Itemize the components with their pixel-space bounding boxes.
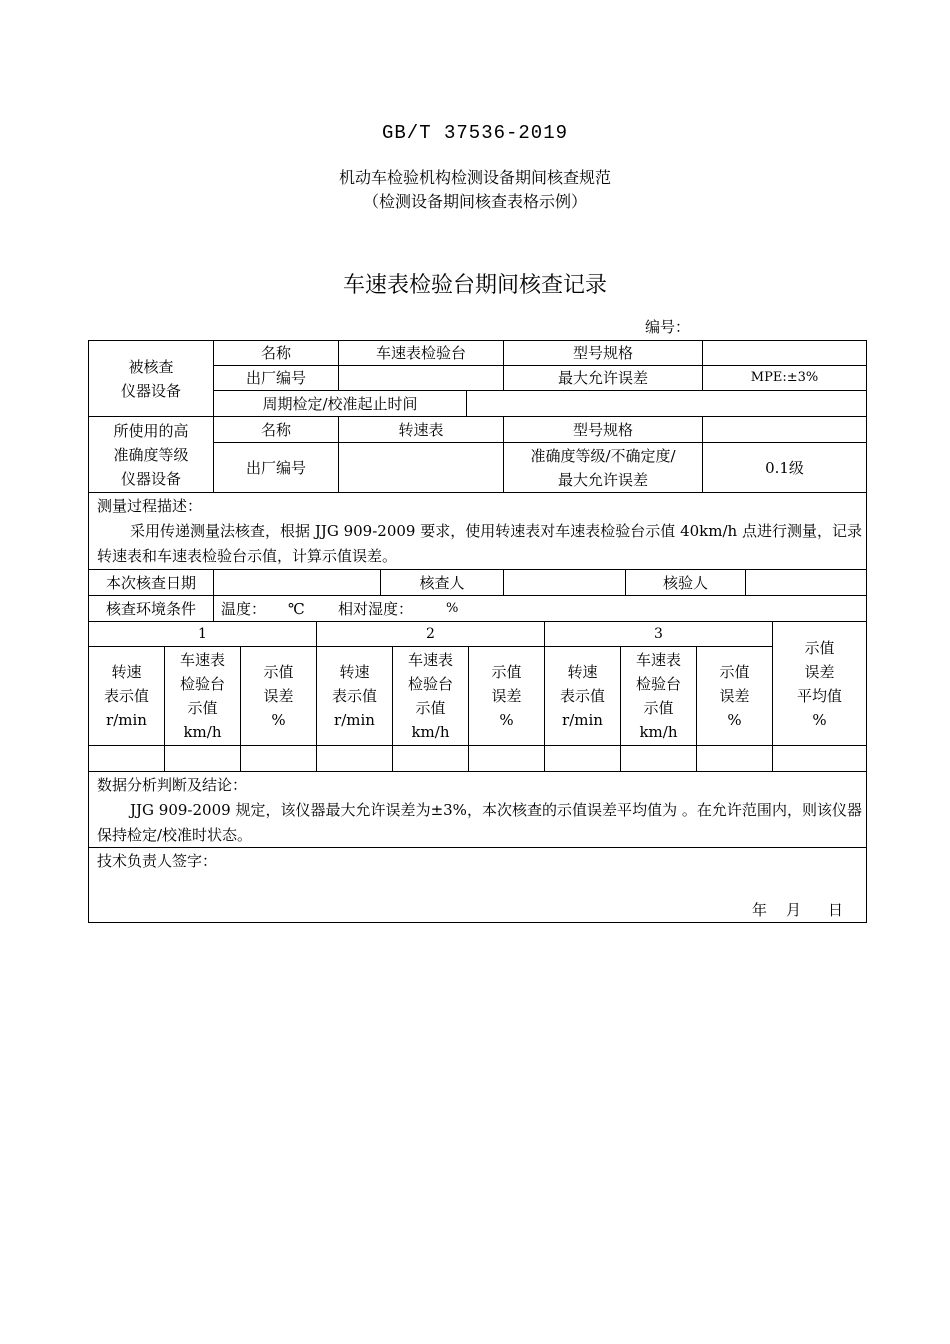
- reference-model-label: 型号规格: [572, 420, 633, 439]
- signature-label: 技术负责人签字：: [97, 852, 218, 870]
- reference-device-label: 所使用的高 准确度等级 仪器设备: [113, 421, 189, 488]
- signature-day: 日: [828, 901, 844, 919]
- conclusion-text: JJG 909-2009 规定，该仪器最大允许误差为±3%，本次核查的示值误差平均值为 。在允许范围内，则该仪器保持检定/校准时状态。: [97, 801, 862, 844]
- data-cell-bench-1[interactable]: [165, 746, 240, 771]
- reference-accuracy-label: 准确度等级/不确定度/ 最大允许误差: [530, 446, 676, 489]
- col-bench-header-2: 车速表 检验台 示值 km/h: [407, 651, 453, 741]
- data-cell-tach-1[interactable]: [89, 746, 164, 771]
- checked-factory-no-label: 出厂编号: [245, 369, 306, 387]
- checker-value[interactable]: [504, 570, 625, 595]
- environment-label: 核查环境条件: [105, 599, 196, 618]
- checked-name-label: 名称: [260, 344, 291, 362]
- col-error-header-1: 示值 误差 %: [263, 663, 294, 729]
- verifier-label: 核验人: [662, 573, 708, 592]
- check-date-value[interactable]: [214, 570, 380, 595]
- col-tach-header-3: 转速 表示值 r/min: [559, 663, 605, 729]
- col-error-header-2: 示值 误差 %: [491, 663, 522, 729]
- signature-year: 年: [752, 901, 768, 919]
- conclusion-heading: 数据分析判断及结论：: [97, 776, 248, 794]
- data-cell-error-2[interactable]: [469, 746, 544, 771]
- data-cell-bench-2[interactable]: [393, 746, 468, 771]
- period-value[interactable]: [467, 391, 866, 416]
- signature-month: 月: [786, 901, 802, 919]
- reference-name-value: 转速表: [398, 420, 444, 439]
- col-avg-error-header: 示值 误差 平均值 %: [796, 638, 842, 729]
- reference-model-value[interactable]: [703, 417, 866, 442]
- form-title: 车速表检验台期间核查记录: [342, 273, 607, 298]
- humidity-unit: %: [446, 600, 459, 616]
- col-bench-header-1: 车速表 检验台 示值 km/h: [179, 651, 225, 741]
- period-label: 周期检定/校准起止时间: [262, 394, 418, 413]
- reference-factory-no-value[interactable]: [339, 443, 503, 492]
- data-cell-error-1[interactable]: [241, 746, 316, 771]
- reference-accuracy-value: 0.1级: [765, 458, 804, 477]
- verifier-value[interactable]: [746, 570, 866, 595]
- group-header-3: 3: [654, 626, 663, 642]
- humidity-label: 相对湿度：: [338, 599, 414, 618]
- checked-device-label: 被核查 仪器设备: [120, 357, 181, 400]
- group-header-1: 1: [198, 626, 207, 642]
- data-cell-error-3[interactable]: [697, 746, 772, 771]
- reference-name-label: 名称: [260, 420, 291, 439]
- document-subtitle: （检测设备期间核查表格示例）: [362, 192, 587, 211]
- data-cell-tach-2[interactable]: [317, 746, 392, 771]
- col-tach-header-1: 转速 表示值 r/min: [103, 663, 149, 729]
- data-cell-avg-error[interactable]: [773, 746, 866, 771]
- group-header-2: 2: [426, 626, 435, 642]
- col-error-header-3: 示值 误差 %: [719, 663, 750, 729]
- reference-factory-no-label: 出厂编号: [245, 458, 306, 477]
- serial-number-label: 编号：: [645, 318, 691, 336]
- measurement-text: 采用传递测量法核查，根据 JJG 909-2009 要求，使用转速表对车速表检验台示值 40km/h 点进行测量，记录转速表和车速表检验台示值，计算示值误差。: [97, 522, 862, 565]
- measurement-heading: 测量过程描述：: [97, 497, 203, 515]
- data-cell-bench-3[interactable]: [621, 746, 696, 771]
- checked-model-value[interactable]: [703, 341, 866, 365]
- check-date-label: 本次核查日期: [105, 573, 196, 592]
- checked-name-value: 车速表检验台: [375, 344, 466, 362]
- checked-model-label: 型号规格: [572, 344, 633, 362]
- temperature-unit: ℃: [288, 599, 305, 618]
- document-title: 机动车检验机构检测设备期间核查规范: [338, 168, 611, 187]
- standard-code: GB/T 37536-2019: [381, 122, 569, 144]
- col-bench-header-3: 车速表 检验台 示值 km/h: [635, 651, 681, 741]
- checked-mpe-value: MPE:±3%: [750, 370, 819, 385]
- checked-mpe-label: 最大允许误差: [557, 369, 648, 387]
- temperature-label: 温度：: [221, 599, 267, 618]
- data-cell-tach-3[interactable]: [545, 746, 620, 771]
- checker-label: 核查人: [419, 573, 465, 592]
- col-tach-header-2: 转速 表示值 r/min: [331, 663, 377, 729]
- checked-factory-no-value[interactable]: [339, 366, 503, 390]
